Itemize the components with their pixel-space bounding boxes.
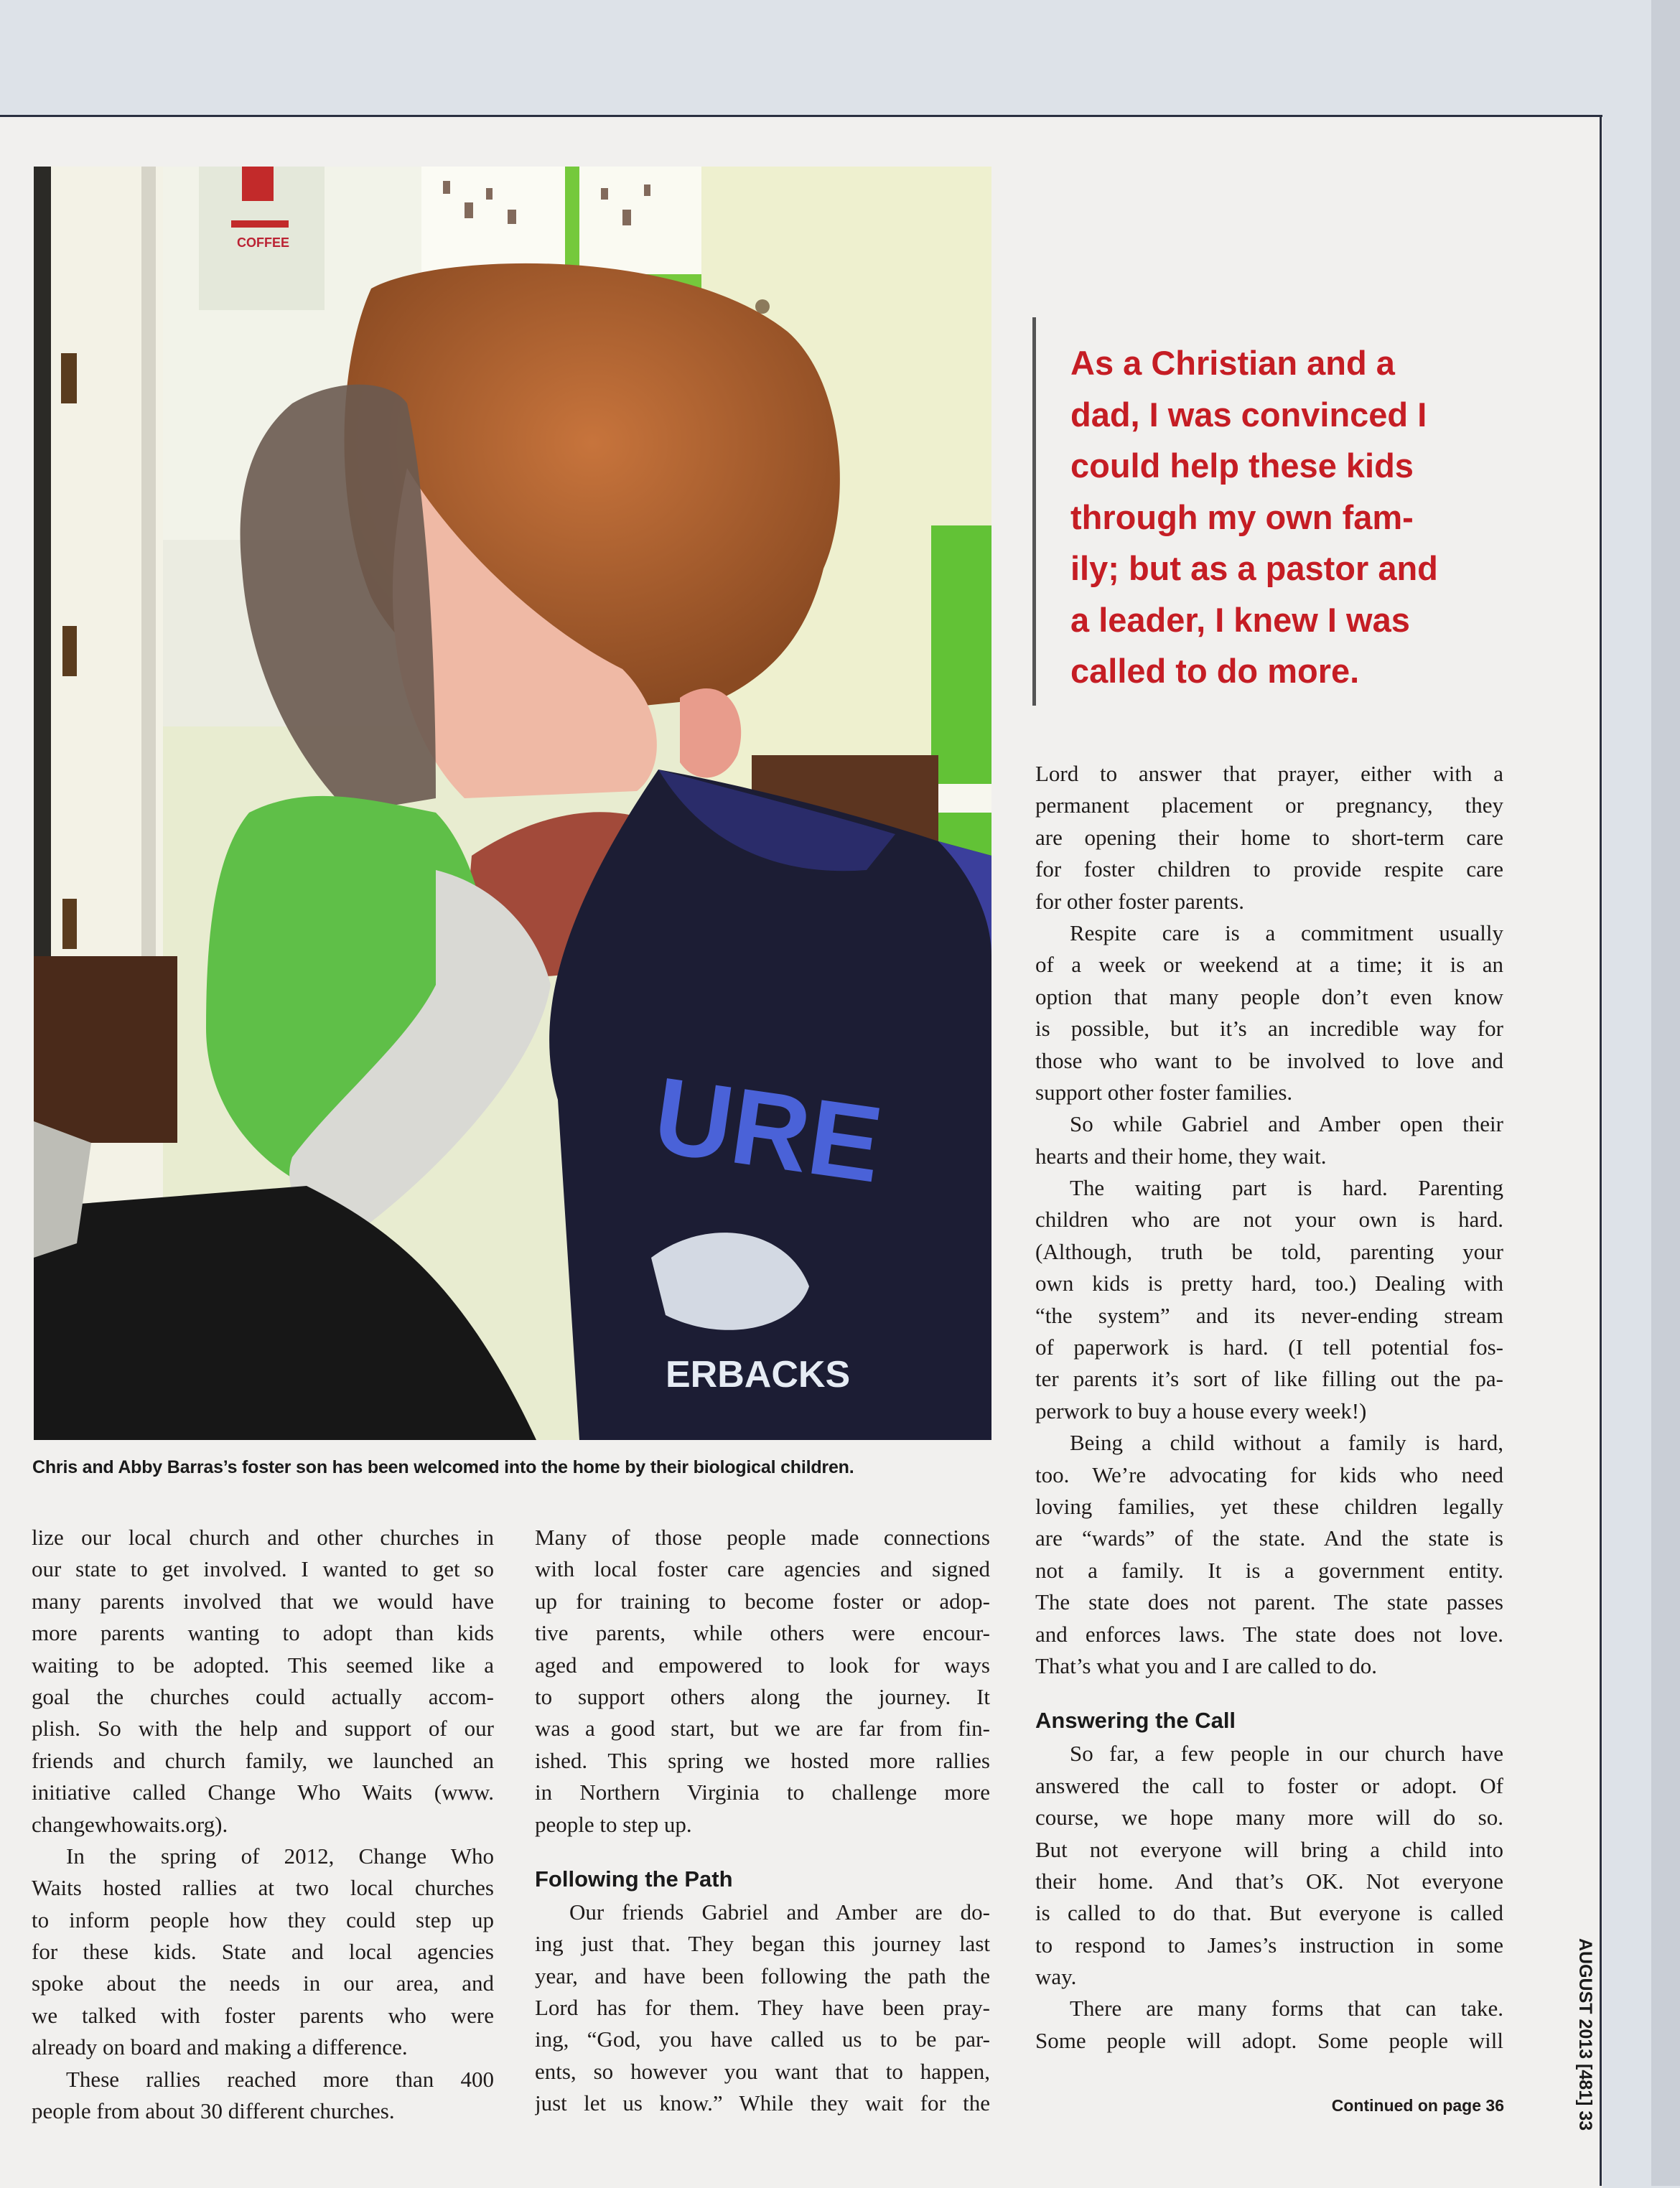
body-text-line: Being a child without a family is hard, [1070, 1430, 1503, 1456]
pull-quote-line: ily; but as a pastor and [1070, 549, 1438, 587]
body-column-2 [535, 1522, 990, 2120]
body-text-line: lize our local church and other churches in [32, 1525, 494, 1550]
body-text-line: was a good start, but we are far from fin- [535, 1716, 990, 1741]
body-text-line: tive parents, while others were encour- [535, 1620, 990, 1646]
body-text-line: to respond to James’s instruction in some [1035, 1932, 1503, 1958]
body-text-line: spoke about the needs in our area, and [32, 1970, 494, 1996]
body-text-line: ter parents it’s sort of like filling out the pa- [1035, 1366, 1503, 1392]
pull-quote-line: a leader, I knew I was [1070, 600, 1410, 639]
continued-note: Continued on page 36 [1331, 2096, 1504, 2115]
body-text-line: Our friends Gabriel and Amber are do- [569, 1899, 990, 1925]
pull-quote-line: through my own fam- [1070, 497, 1414, 536]
body-text-line: own kids is pretty hard, too.) Dealing with [1035, 1271, 1503, 1296]
body-text-line: Waits hosted rallies at two local churches [32, 1875, 494, 1901]
body-text-line: Some people will adopt. Some people will [1035, 2027, 1503, 2053]
body-text-line: The state does not parent. The state passes [1035, 1589, 1503, 1615]
body-text-line: loving families, yet these children legally [1035, 1493, 1503, 1519]
body-text-line: their home. And that’s OK. Not everyone [1035, 1868, 1503, 1894]
body-text-line: are opening their home to short-term care [1035, 824, 1503, 850]
body-text-line: of paperwork is hard. (I tell potential fos- [1035, 1334, 1503, 1360]
article-photo [34, 167, 991, 1440]
body-text-line: Lord has for them. They have been pray- [535, 1995, 990, 2021]
body-text-line: (Although, truth be told, parenting your [1035, 1238, 1503, 1264]
body-text-line: for these kids. State and local agencies [32, 1939, 494, 1965]
shirt-print-2: ERBACKS [666, 1354, 851, 1395]
body-text-line: is possible, but it’s an incredible way for [1035, 1016, 1503, 1042]
body-text-line: people to step up. [535, 1811, 692, 1837]
body-text-line: of a week or weekend at a time; it is an [1035, 952, 1503, 978]
body-text-line: to support others along the journey. It [535, 1683, 990, 1709]
body-text-line: already on board and making a difference. [32, 2034, 408, 2060]
body-text-line: we talked with foster parents who were [32, 2002, 494, 2028]
page-frame-rule [1600, 115, 1602, 2186]
body-text-line: ing just that. They began this journey last [535, 1931, 990, 1957]
body-text-line: many parents involved that we would have [32, 1588, 494, 1614]
body-text-line: goal the churches could actually accom- [32, 1683, 494, 1709]
body-text-line: with local foster care agencies and signed [535, 1556, 990, 1582]
body-text-line: So while Gabriel and Amber open their [1070, 1111, 1503, 1137]
body-text-line: In the spring of 2012, Change Who [66, 1843, 494, 1869]
green-wall-stripe [931, 525, 991, 884]
pull-quote-line: called to do more. [1070, 652, 1360, 690]
body-text-line: support other foster families. [1035, 1079, 1293, 1105]
body-text-line: friends and church family, we launched an [32, 1747, 494, 1773]
body-text-line: The waiting part is hard. Parenting [1070, 1175, 1503, 1201]
body-text-line: But not everyone will bring a child into [1035, 1836, 1503, 1862]
body-text-line: option that many people don’t even know [1035, 983, 1503, 1009]
body-text-line: just let us know.” While they wait for the [535, 2090, 990, 2116]
body-text-line: not a family. It is a government entity. [1035, 1557, 1503, 1583]
body-text-line: plish. So with the help and support of our [32, 1716, 494, 1741]
pull-quote [1032, 317, 1544, 706]
body-text-line: in Northern Virginia to challenge more [535, 1780, 990, 1805]
poster-text: COFFEE [237, 235, 290, 250]
photo-illustration [34, 167, 991, 1440]
body-text-line: more parents wanting to adopt than kids [32, 1620, 494, 1646]
body-column-1 [32, 1522, 494, 2127]
body-text-line: perwork to buy a house every week!) [1035, 1398, 1367, 1423]
body-text-line: our state to get involved. I wanted to get so [32, 1556, 494, 1582]
body-text-line: and enforces laws. The state does not love. [1035, 1621, 1503, 1647]
body-text-line: year, and have been following the path the [535, 1963, 990, 1988]
pull-quote-line: As a Christian and a [1070, 344, 1395, 382]
body-text-line: too. We’re advocating for kids who need [1035, 1462, 1503, 1487]
body-text-line: ents, so however you want that to happen, [535, 2058, 990, 2084]
body-text-line: changewhowaits.org). [32, 1811, 228, 1837]
body-column-3 [1035, 758, 1503, 2057]
body-text-line: for other foster parents. [1035, 888, 1244, 914]
body-text-line: ished. This spring we hosted more rallies [535, 1747, 990, 1773]
body-text-line: is called to do that. But everyone is called [1035, 1900, 1503, 1926]
pull-quote-line: could help these kids [1070, 447, 1414, 485]
body-text-line: way. [1035, 1964, 1077, 1990]
body-text-line: Respite care is a commitment usually [1070, 920, 1503, 945]
body-text-line: So far, a few people in our church have [1070, 1741, 1503, 1767]
body-text-line: ing, “God, you have called us to be par- [535, 2026, 990, 2052]
body-text-line: course, we hope many more will do so. [1035, 1805, 1503, 1831]
body-text-line: permanent placement or pregnancy, they [1035, 793, 1503, 818]
body-text-line: Lord to answer that prayer, either with a [1035, 761, 1503, 786]
body-text-line: up for training to become foster or adop- [535, 1588, 990, 1614]
section-heading-answering-the-call: Answering the Call [1035, 1708, 1236, 1734]
body-text-line: to inform people how they could step up [32, 1907, 494, 1932]
body-text-line: Many of those people made connections [535, 1525, 990, 1550]
body-text-line: children who are not your own is hard. [1035, 1207, 1503, 1233]
section-heading-following-the-path: Following the Path [535, 1866, 733, 1892]
body-text-line: initiative called Change Who Waits (www. [32, 1780, 494, 1805]
pull-quote-line: dad, I was convinced I [1070, 395, 1427, 434]
page-folio: AUGUST 2013 [481] 33 [1575, 1938, 1595, 2131]
body-text-line: That’s what you and I are called to do. [1035, 1652, 1378, 1678]
body-text-line: These rallies reached more than 400 [66, 2066, 494, 2092]
body-text-line: aged and empowered to look for ways [535, 1652, 990, 1678]
body-text-line: “the system” and its never-ending stream [1035, 1302, 1503, 1328]
page-spine-edge [1651, 0, 1680, 2186]
body-text-line: answered the call to foster or adopt. Of [1035, 1772, 1503, 1798]
body-text-line: hearts and their home, they wait. [1035, 1143, 1327, 1169]
body-text-line: are “wards” of the state. And the state is [1035, 1525, 1503, 1551]
body-text-line: people from about 30 different churches. [32, 2098, 395, 2124]
body-text-line: for foster children to provide respite care [1035, 856, 1503, 882]
shirt-print: URE [647, 1054, 890, 1205]
photo-caption: Chris and Abby Barras’s foster son has been welcomed into the home by their biological children. [32, 1457, 854, 1477]
body-text-line: There are many forms that can take. [1070, 1996, 1503, 2021]
body-text-line: waiting to be adopted. This seemed like a [32, 1652, 494, 1678]
body-text-line: those who want to be involved to love and [1035, 1047, 1503, 1073]
